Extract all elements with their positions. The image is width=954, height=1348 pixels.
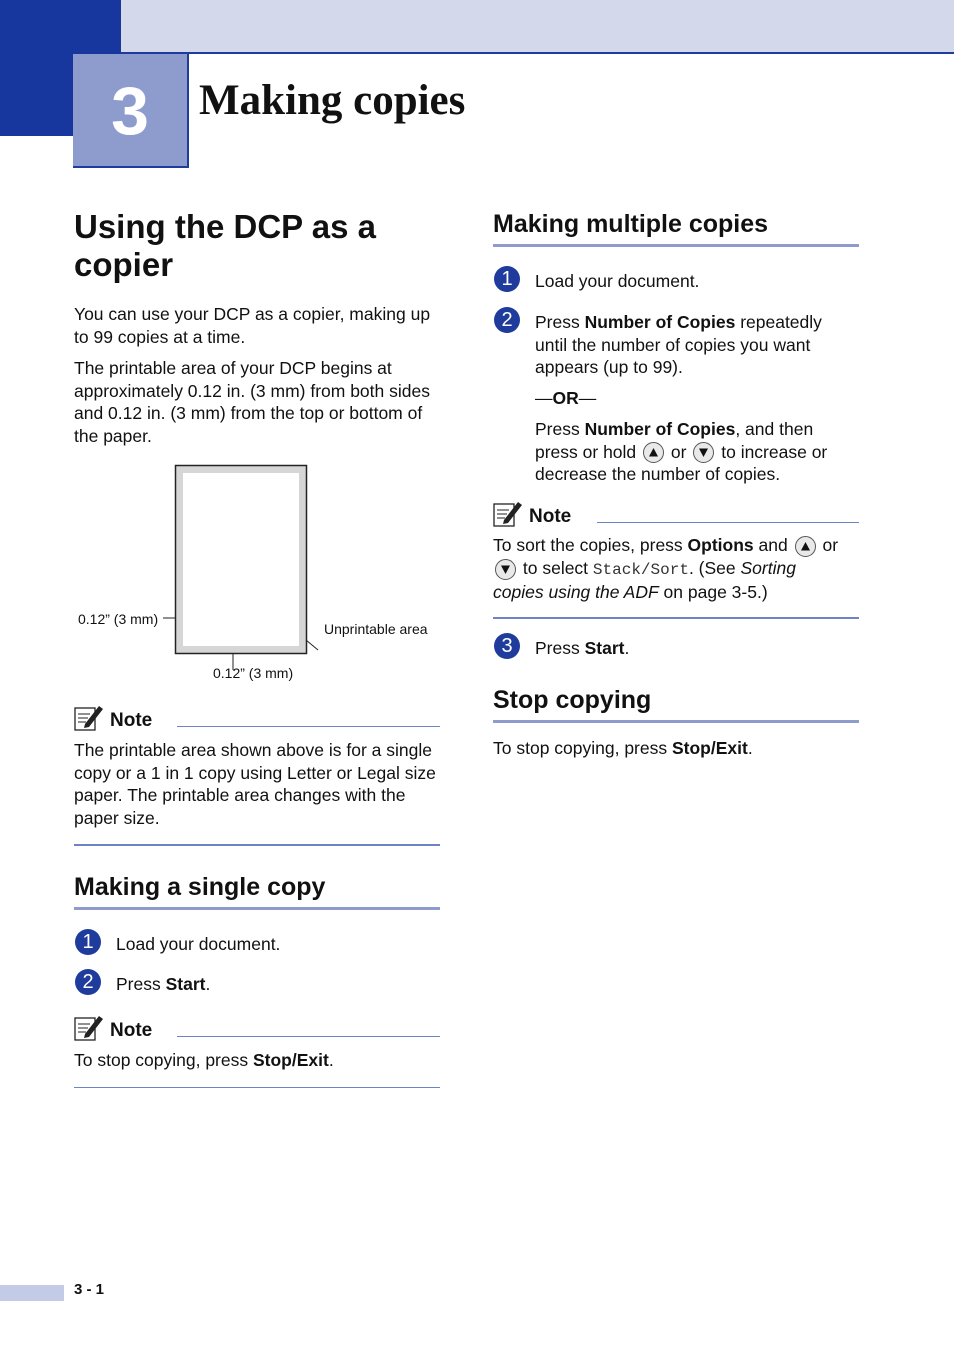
step-text-block <box>535 311 865 486</box>
note-text: The printable area shown above is for a single copy or a 1 in 1 copy using Letter or Legal size paper. The printable area changes with the paper size. <box>74 740 436 828</box>
step-line: decrease the number of copies. <box>535 464 781 485</box>
note-end-rule <box>74 1087 440 1088</box>
step-line: Press Number of Copies repeatedly <box>535 312 822 332</box>
section-heading-multiple-copies: Making multiple copies <box>493 210 769 238</box>
note-end-rule <box>493 617 859 619</box>
step-line: until the number of copies you want <box>535 334 811 355</box>
footer-tab <box>0 1285 64 1301</box>
note-title: Note <box>110 1020 153 1041</box>
or-separator: —OR— <box>535 387 597 408</box>
up-arrow-button-icon <box>643 442 664 463</box>
step-text: Load your document. <box>116 934 281 954</box>
heading-rule <box>493 720 859 723</box>
step-line: appears (up to 99). <box>535 357 683 377</box>
note-rule <box>597 522 859 523</box>
note-end-rule <box>74 844 440 846</box>
stop-copying-text: To stop copying, press Stop/Exit. <box>493 738 753 758</box>
chapter-title: Making copies <box>199 77 466 124</box>
note-pencil-icon <box>493 500 523 533</box>
step-text: Load your document. <box>535 271 700 291</box>
page-number: 3 - 1 <box>74 1281 105 1298</box>
heading-rule <box>493 244 859 247</box>
step-number-badge: 3 <box>494 633 520 659</box>
section-heading-stop-copying: Stop copying <box>493 686 652 714</box>
header-band <box>0 0 954 52</box>
chapter-number: 3 <box>73 54 189 168</box>
step-text: Press Start. <box>116 974 211 994</box>
figure-left-label: 0.12” (3 mm) <box>78 611 159 627</box>
note-line-text: copies using the ADF on page 3-5.) <box>493 582 768 603</box>
step-number-badge: 1 <box>494 266 520 292</box>
figure-bottom-label: 0.12” (3 mm) <box>213 665 294 681</box>
note-line-text: to select Stack/Sort. (See Sorting <box>493 557 863 582</box>
note-text-block <box>493 534 863 604</box>
up-arrow-button-icon <box>795 536 816 557</box>
step-line: Press Number of Copies, and then <box>535 419 814 439</box>
note-line-text: To sort the copies, press Options and or <box>493 535 839 555</box>
step-number-badge: 2 <box>494 307 520 333</box>
down-arrow-button-icon <box>495 559 516 580</box>
note-pencil-icon <box>74 1014 104 1047</box>
step-number-badge: 2 <box>75 969 101 995</box>
section-heading-single-copy: Making a single copy <box>74 873 326 901</box>
note-title: Note <box>529 506 572 527</box>
note-pencil-icon <box>74 704 104 737</box>
note-rule <box>177 1036 440 1037</box>
step-text: Press Start. <box>535 638 630 658</box>
note-title: Note <box>110 710 153 731</box>
note-rule <box>177 726 440 727</box>
step-number-badge: 1 <box>75 929 101 955</box>
down-arrow-button-icon <box>693 442 714 463</box>
intro-paragraph: You can use your DCP as a copier, making up to 99 copies at a time. <box>74 304 431 347</box>
note-text: To stop copying, press Stop/Exit. <box>74 1050 334 1070</box>
printable-area-paragraph: The printable area of your DCP begins at approximately 0.12 in. (3 mm) from both sides and 0.12 in. (3 mm) from the top or bottom of the paper. <box>74 358 430 446</box>
figure-right-label: Unprintable area <box>324 621 428 637</box>
heading-rule <box>74 907 440 910</box>
printable-area-figure <box>70 460 450 690</box>
printable-area-diagram <box>70 460 450 690</box>
step-line: press or hold or to increase or <box>535 441 828 462</box>
section-heading-using-dcp: Using the DCP as a copier <box>74 208 376 283</box>
